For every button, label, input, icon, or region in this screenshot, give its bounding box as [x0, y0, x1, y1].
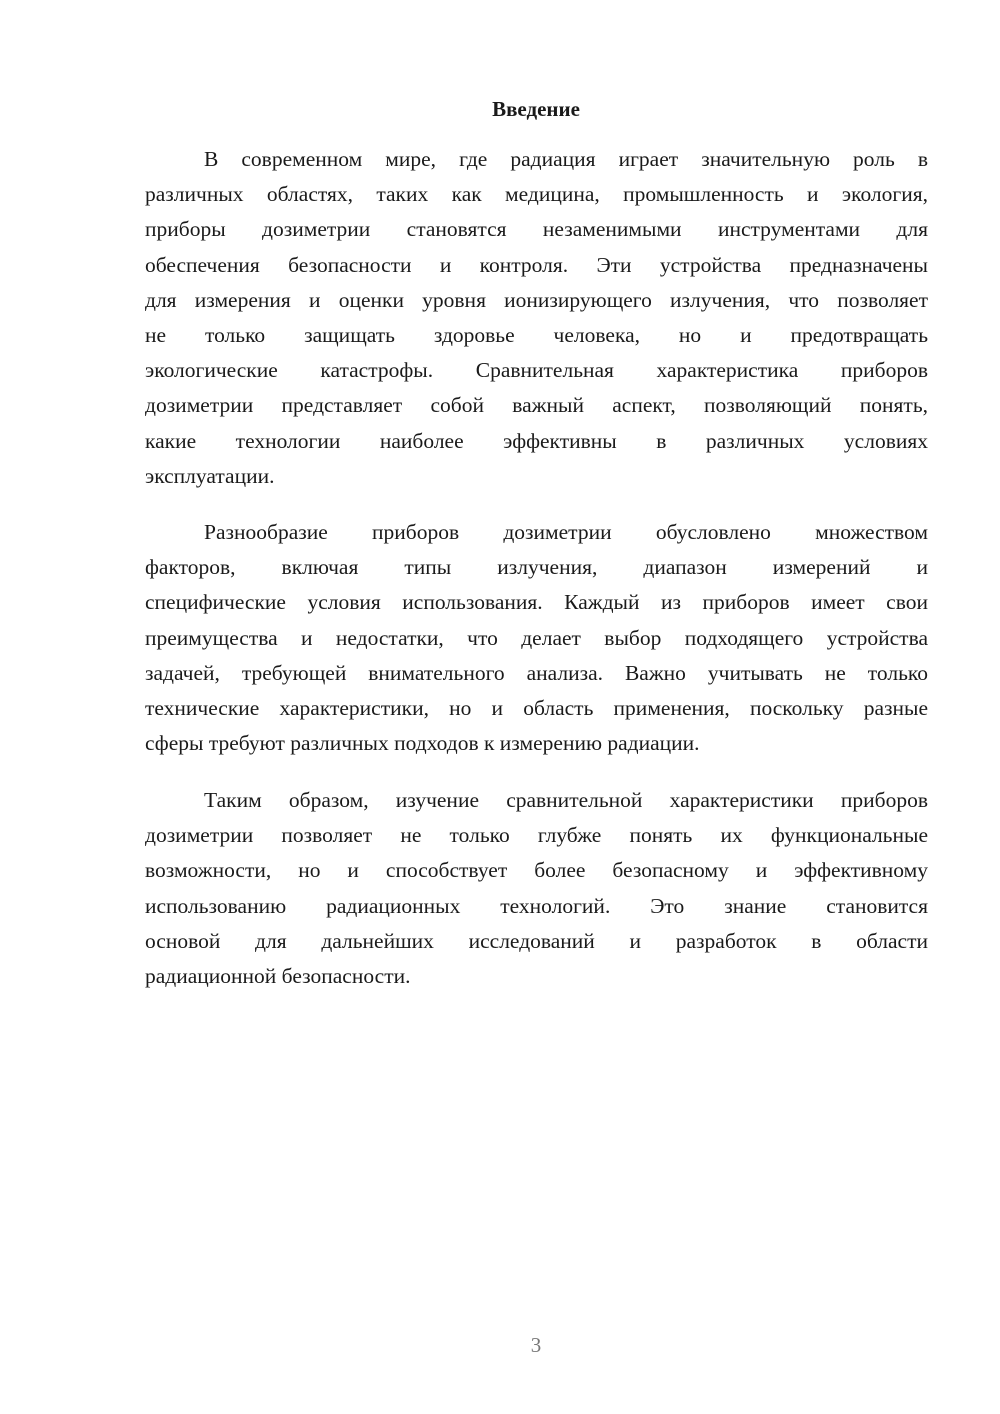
text-line: различных областях, таких как медицина, промышленность и экология, — [145, 182, 928, 207]
text-line: радиационной безопасности. — [145, 963, 411, 988]
text-line: эксплуатации. — [145, 463, 275, 488]
text-line: факторов, включая типы излучения, диапазон измерений и — [145, 555, 928, 580]
page-number: 3 — [530, 1333, 542, 1357]
paragraph-3 — [145, 783, 928, 994]
page-title: Введение — [492, 97, 580, 121]
text-line: сферы требуют различных подходов к измерению радиации. — [145, 731, 700, 756]
text-line: основой для дальнейших исследований и разработок в области — [145, 928, 928, 953]
text-line: преимущества и недостатки, что делает выбор подходящего устройства — [145, 625, 928, 650]
text-line: В современном мире, где радиация играет значительную роль в — [204, 147, 928, 171]
text-line: экологические катастрофы. Сравнительная характеристика приборов — [145, 358, 928, 383]
text-line: приборы дозиметрии становятся незаменимыми инструментами для — [145, 217, 928, 242]
text-line: дозиметрии представляет собой важный аспект, позволяющий понять, — [145, 393, 928, 418]
text-line: технические характеристики, но и область применения, поскольку разные — [145, 695, 928, 720]
text-line: возможности, но и способствует более безопасному и эффективному — [145, 858, 928, 883]
paragraph-1 — [145, 142, 928, 494]
text-line: использованию радиационных технологий. Это знание становится — [145, 893, 928, 918]
text-line: для измерения и оценки уровня ионизирующего излучения, что позволяет — [145, 287, 928, 312]
text-line: задачей, требующей внимательного анализа. Важно учитывать не только — [145, 660, 928, 685]
text-line: специфические условия использования. Каждый из приборов имеет свои — [145, 590, 928, 615]
text-line: Таким образом, изучение сравнительной характеристики приборов — [204, 788, 928, 812]
text-line: обеспечения безопасности и контроля. Эти устройства предназначены — [145, 252, 928, 277]
text-line: Разнообразие приборов дозиметрии обусловлено множеством — [204, 520, 928, 544]
text-line: дозиметрии позволяет не только глубже понять их функциональные — [145, 823, 928, 848]
text-line: какие технологии наиболее эффективны в различных условиях — [145, 428, 928, 453]
paragraph-2 — [145, 515, 928, 761]
text-line: не только защищать здоровье человека, но и предотвращать — [145, 322, 928, 347]
